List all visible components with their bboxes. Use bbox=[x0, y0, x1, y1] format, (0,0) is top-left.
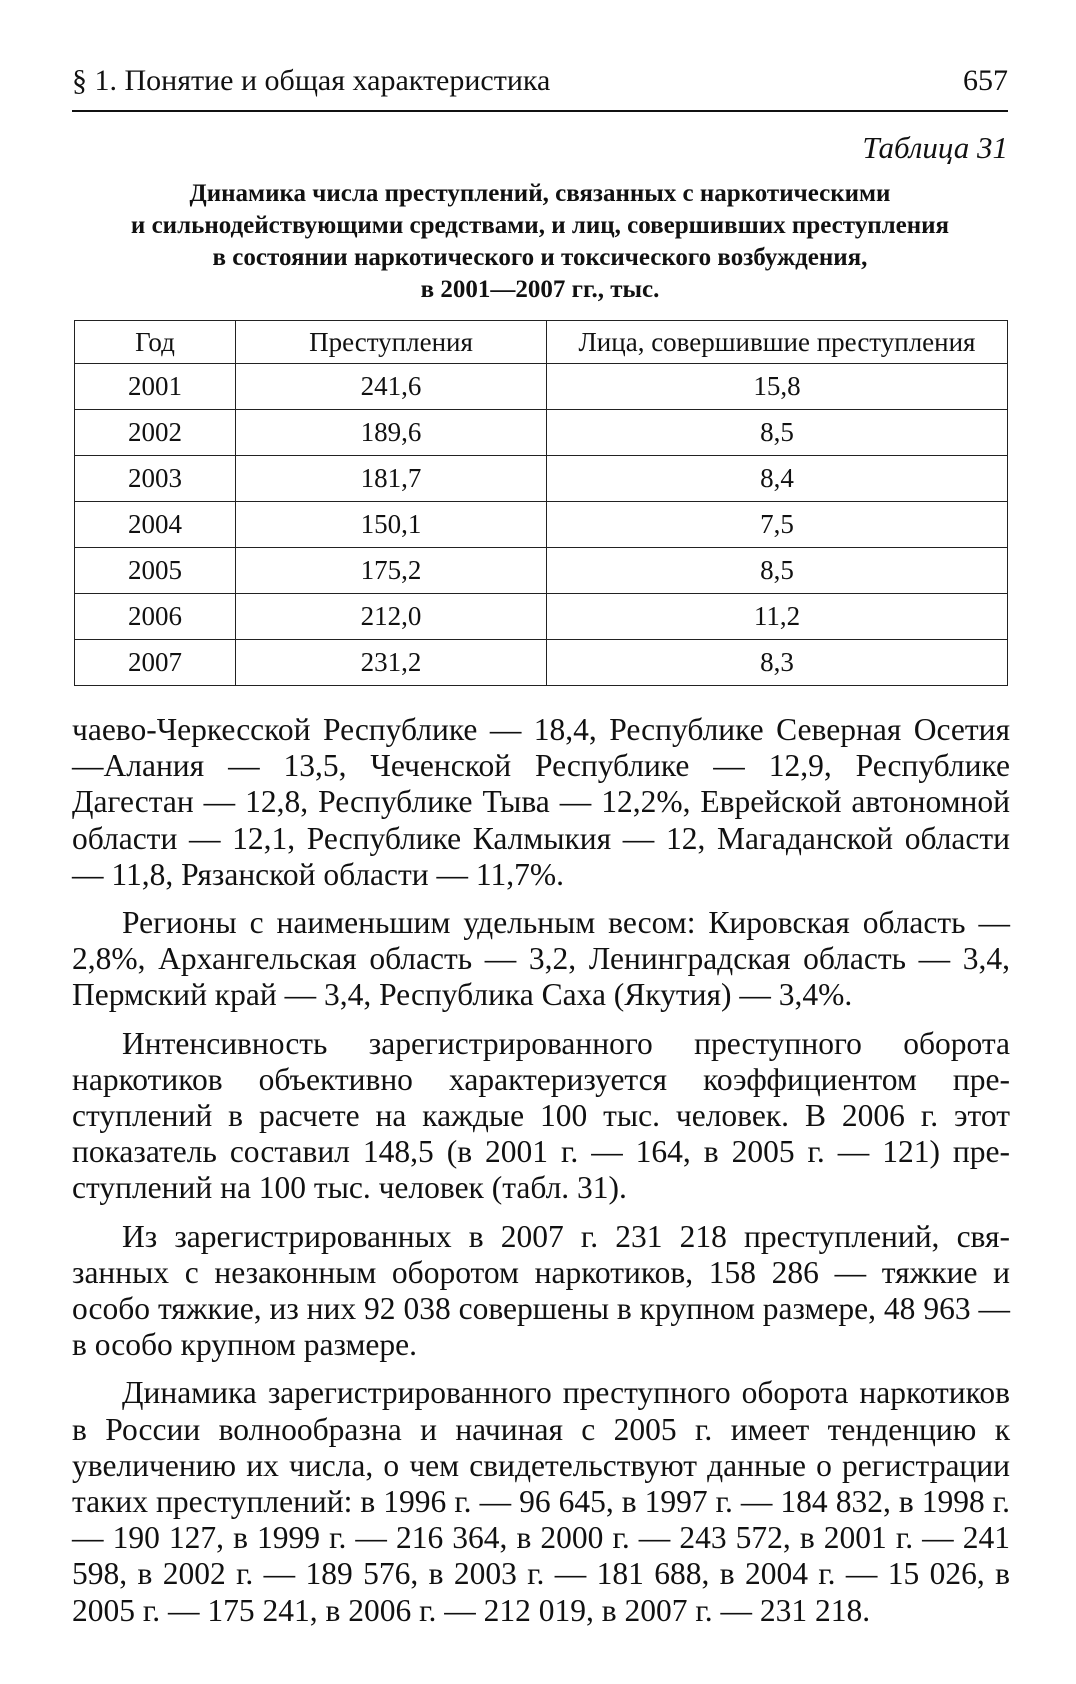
cell-year: 2006 bbox=[75, 594, 236, 640]
cell-year: 2003 bbox=[75, 456, 236, 502]
paragraph: Из зарегистрированных в 2007 г. 231 218 преступлений, связанных с незаконным оборотом наркотиков, 158 286 — тяжкие и особо тяжкие, из них 92 038 совершены в крупном размере, 48 963 — в особо крупном размере. bbox=[72, 1218, 1010, 1363]
paragraph: Динамика зарегистрированного преступного оборота наркотиков в России волнообразна и начиная с 2005 г. имеет тенденцию к увеличению их числа, о чем свидетельствуют данные о регистрации таких преступлений: в 1996 г. — 96 645, в 1997 г. — 184 832, в 1998 г. — 190 127, в 1999 г. — 216 364, в 2000 г. — 243 572, в 2001 г. — 241 598, в 2002 г. — 189 576, в 2003 г. — 181 688, в 2004 г. — 15 026, в 2005 г. — 175 241, в 2006 г. — 212 019, в 2007 г. — 231 218. bbox=[72, 1375, 1010, 1628]
cell-crimes: 241,6 bbox=[236, 364, 547, 410]
data-table bbox=[74, 320, 1008, 686]
paragraph: Интенсивность зарегистрированного преступного оборота наркотиков объективно характеризуется коэффициентом преступлений в расчете на каждые 100 тыс. человек. В 2006 г. этот показатель составил 148,5 (в 2001 г. — 164, в 2005 г. — 121) преступлений на 100 тыс. человек (табл. 31). bbox=[72, 1025, 1010, 1206]
paragraph: чаево-Черкесской Республике — 18,4, Республике Северная Осетия—Алания — 13,5, Чеченской Республике — 12,9, Республике Дагестан — 12,8, Республике Тыва — 12,2%, Еврейской автономной области — 12,1, Республике Калмыкия — 12, Магаданской области — 11,8, Рязанской области — 11,7%. bbox=[72, 712, 1010, 892]
cell-persons: 11,2 bbox=[547, 594, 1008, 640]
table-row bbox=[75, 456, 1008, 502]
table-header-row bbox=[75, 321, 1008, 364]
cell-year: 2002 bbox=[75, 410, 236, 456]
cell-crimes: 181,7 bbox=[236, 456, 547, 502]
cell-year: 2001 bbox=[75, 364, 236, 410]
cell-year: 2004 bbox=[75, 502, 236, 548]
table-row bbox=[75, 548, 1008, 594]
table-row bbox=[75, 640, 1008, 686]
paragraph: Регионы с наименьшим удельным весом: Кировская область — 2,8%, Архангельская область — 3,2, Ленинградская область — 3,4, Пермский край — 3,4, Республика Саха (Якутия) — 3,4%. bbox=[72, 905, 1010, 1013]
table-title-line: в 2001—2007 гг., тыс. bbox=[420, 276, 660, 303]
column-header-persons: Лица, совершившие преступления bbox=[547, 321, 1008, 364]
cell-persons: 15,8 bbox=[547, 364, 1008, 410]
running-header bbox=[72, 62, 1008, 112]
table-row bbox=[75, 364, 1008, 410]
cell-persons: 7,5 bbox=[547, 502, 1008, 548]
cell-year: 2007 bbox=[75, 640, 236, 686]
cell-crimes: 189,6 bbox=[236, 410, 547, 456]
table-title-line: и сильнодействующими средствами, и лиц, совершивших преступления bbox=[130, 212, 950, 239]
table-title-line: в состоянии наркотического и токсического возбуждения, bbox=[212, 244, 868, 271]
table-title-line: Динамика числа преступлений, связанных с наркотическими bbox=[189, 180, 891, 207]
page-number: 657 bbox=[963, 64, 1008, 97]
table-row bbox=[75, 594, 1008, 640]
cell-persons: 8,4 bbox=[547, 456, 1008, 502]
table-row bbox=[75, 410, 1008, 456]
body-text bbox=[72, 712, 1010, 1641]
cell-persons: 8,3 bbox=[547, 640, 1008, 686]
table-row bbox=[75, 502, 1008, 548]
table-label: Таблица 31 bbox=[862, 130, 1008, 165]
cell-crimes: 150,1 bbox=[236, 502, 547, 548]
cell-crimes: 231,2 bbox=[236, 640, 547, 686]
table-title bbox=[72, 178, 1008, 306]
cell-persons: 8,5 bbox=[547, 410, 1008, 456]
cell-year: 2005 bbox=[75, 548, 236, 594]
section-title: § 1. Понятие и общая характеристика bbox=[72, 64, 551, 97]
cell-crimes: 212,0 bbox=[236, 594, 547, 640]
column-header-crimes: Преступления bbox=[236, 321, 547, 364]
cell-crimes: 175,2 bbox=[236, 548, 547, 594]
cell-persons: 8,5 bbox=[547, 548, 1008, 594]
column-header-year: Год bbox=[75, 321, 236, 364]
